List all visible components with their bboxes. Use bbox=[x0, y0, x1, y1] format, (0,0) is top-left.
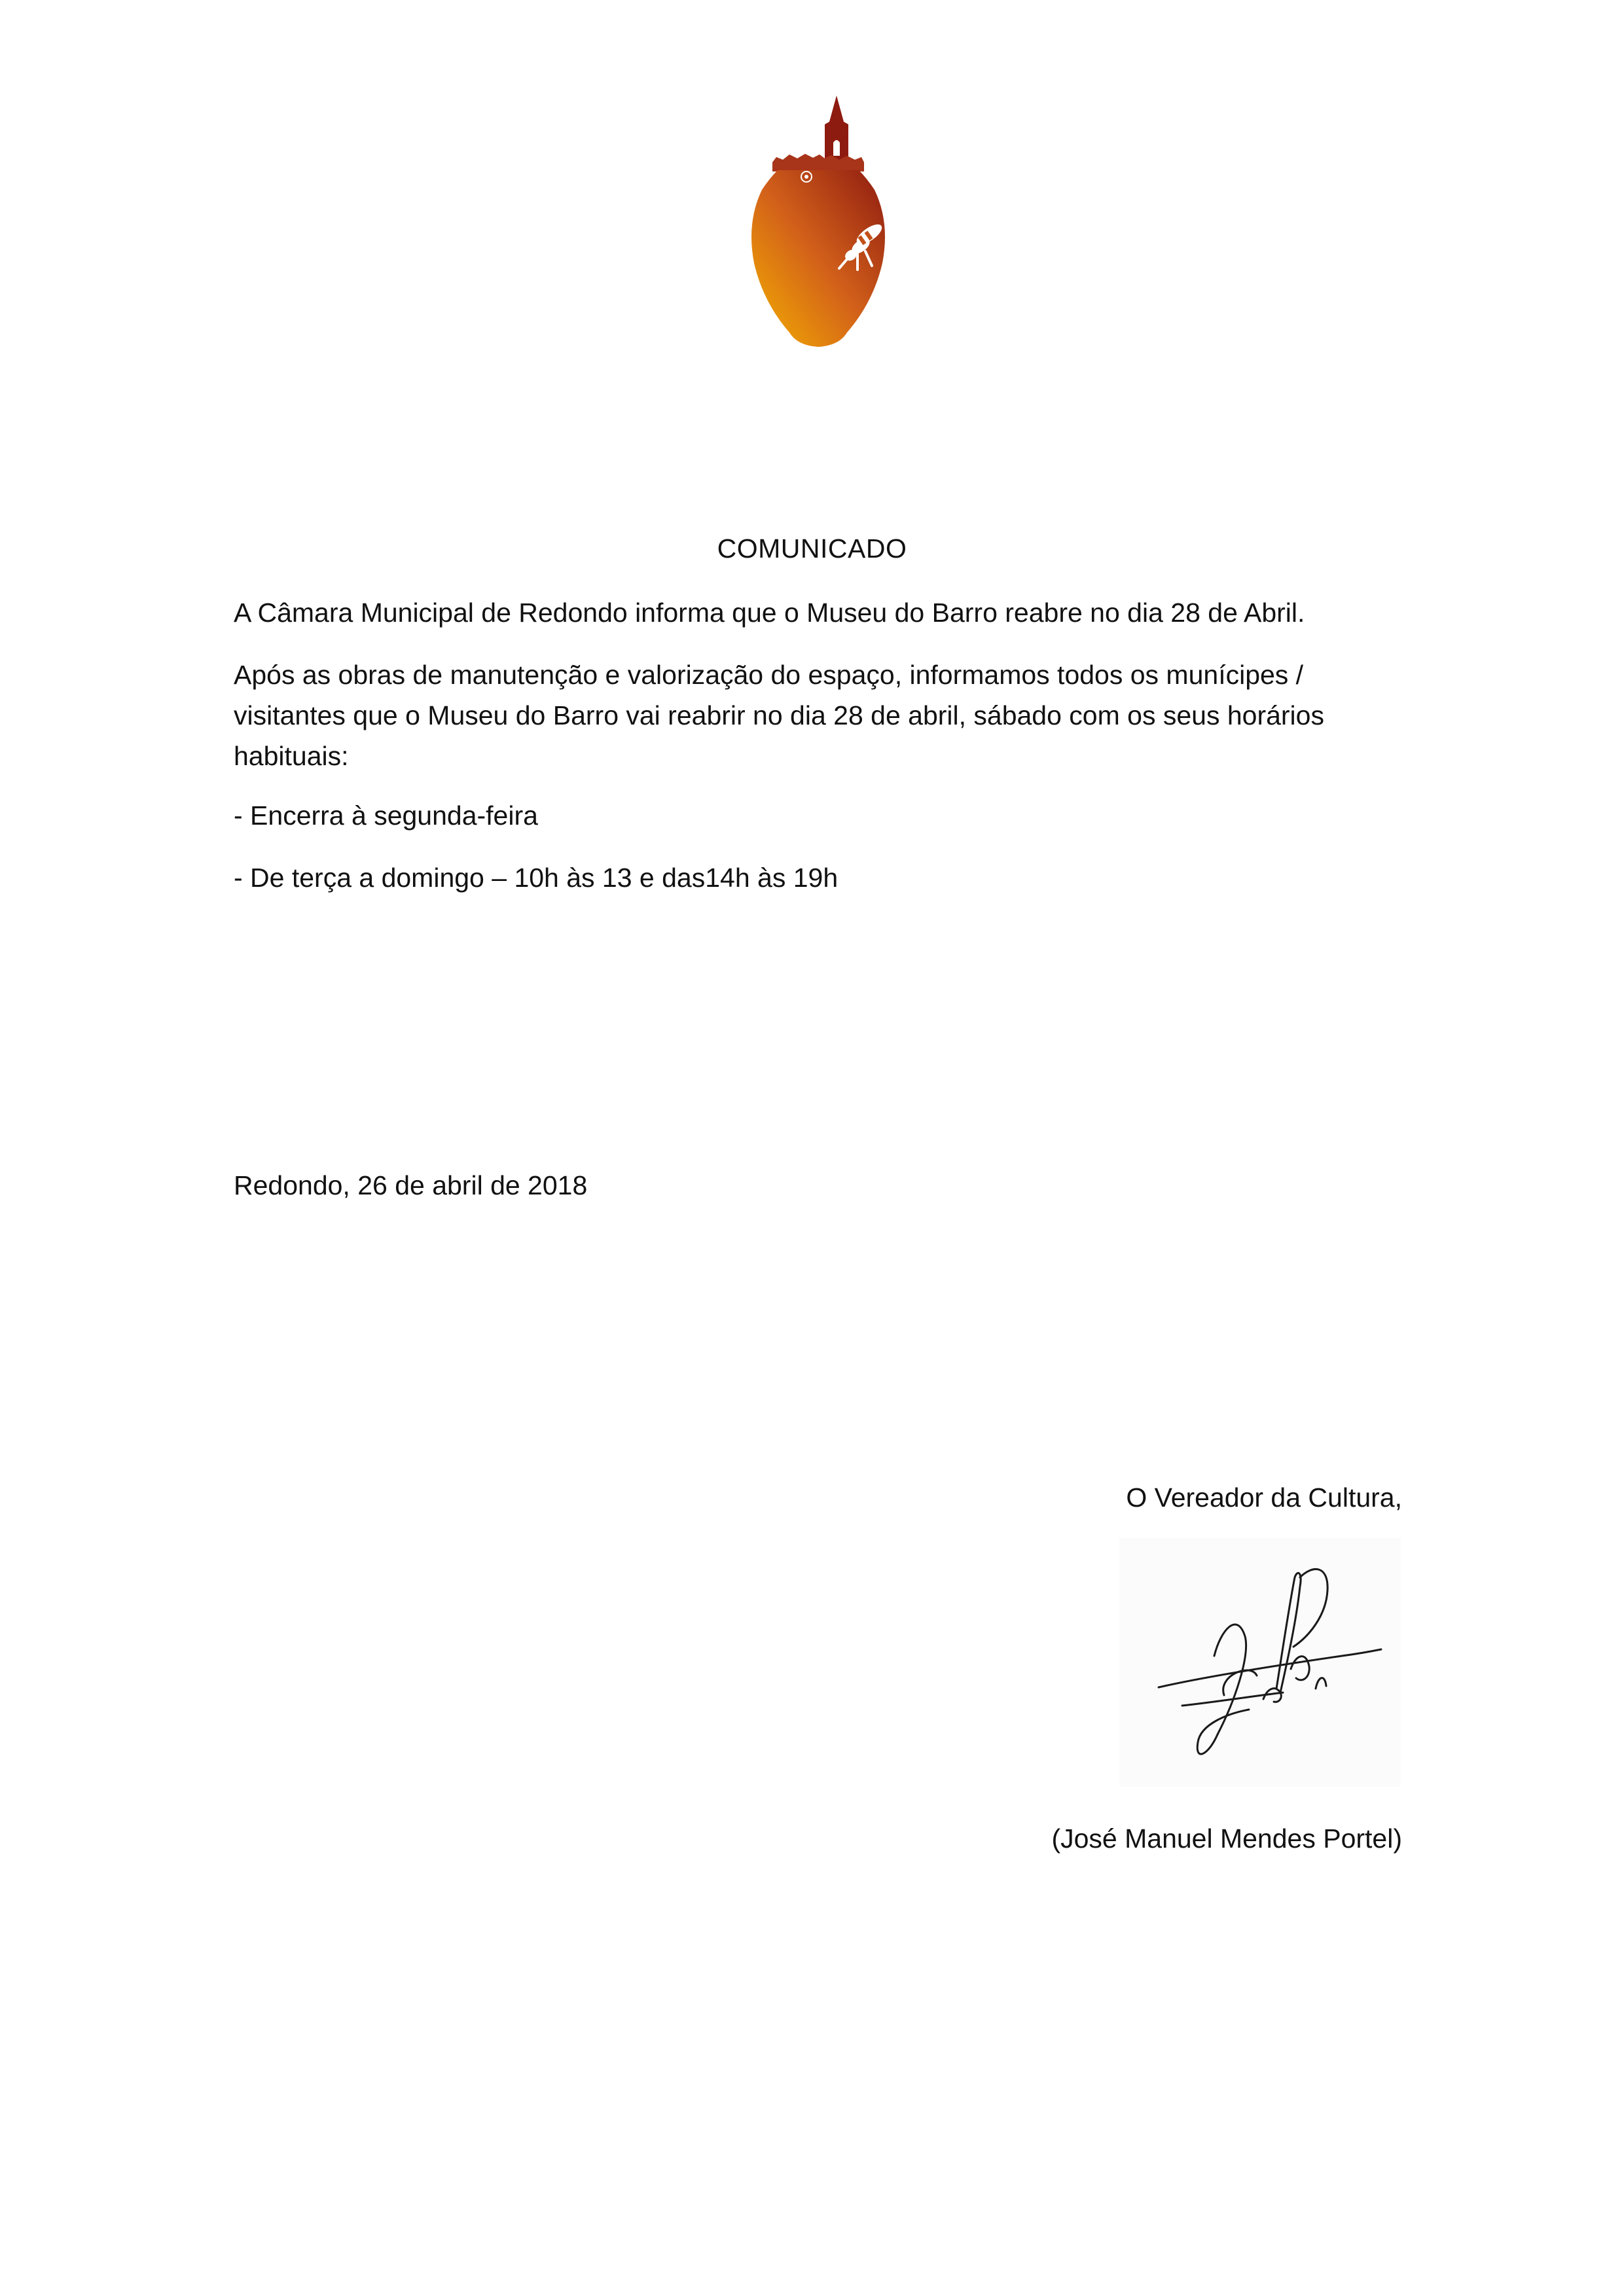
signatory-title: O Vereador da Cultura, bbox=[1126, 1482, 1402, 1513]
place-date: Redondo, 26 de abril de 2018 bbox=[234, 1170, 588, 1200]
schedule-item-closed: - Encerra à segunda-feira bbox=[234, 800, 538, 831]
body-paragraph: Após as obras de manutenção e valorização do espaço, informamos todos os munícipes / visitantes que o Museu do Barro vai reabrir no dia 28 de abril, sábado com os seus horários habituais: bbox=[234, 660, 1324, 771]
clay-pot-tower-logo bbox=[727, 92, 910, 353]
document-title: COMUNICADO bbox=[717, 533, 907, 564]
intro-paragraph: A Câmara Municipal de Redondo informa que o Museu do Barro reabre no dia 28 de Abril. bbox=[234, 598, 1305, 628]
schedule-item-hours: - De terça a domingo – 10h às 13 e das14h às 19h bbox=[234, 863, 839, 893]
signatory-name: (José Manuel Mendes Portel) bbox=[1051, 1823, 1402, 1854]
handwritten-signature bbox=[1119, 1538, 1401, 1787]
